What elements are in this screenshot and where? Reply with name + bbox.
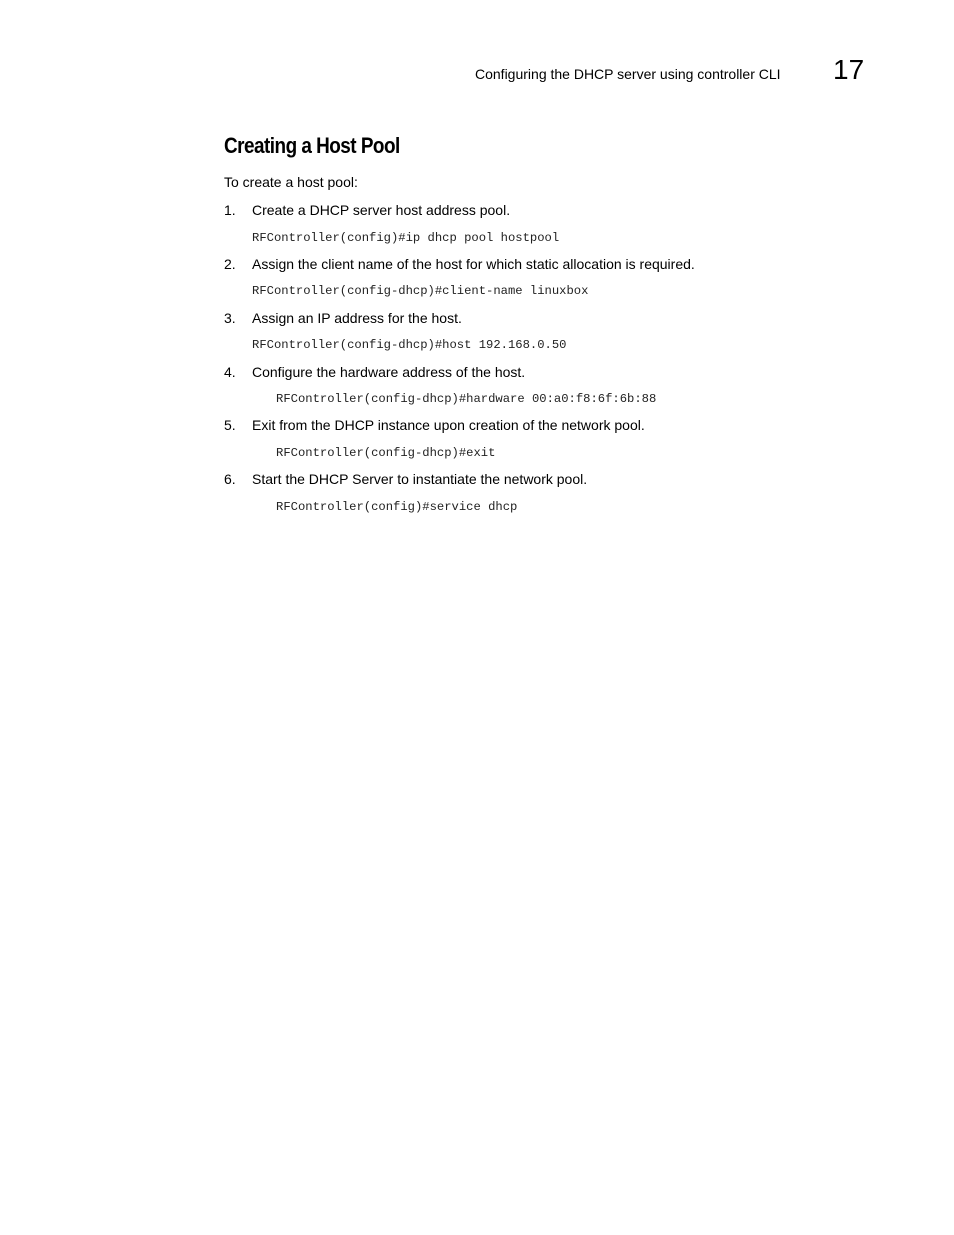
step-number: 5. <box>224 417 236 433</box>
step-text: Exit from the DHCP instance upon creation of the network pool. <box>252 417 645 433</box>
code-command: RFController(config-dhcp)#exit <box>276 446 496 460</box>
step-number: 4. <box>224 364 236 380</box>
code-command: RFController(config-dhcp)#host 192.168.0.50 <box>252 338 567 352</box>
step-number: 6. <box>224 471 236 487</box>
code-command: RFController(config)#service dhcp <box>276 500 518 514</box>
step-text: Assign an IP address for the host. <box>252 310 462 326</box>
code-command: RFController(config)#ip dhcp pool hostpool <box>252 231 560 245</box>
code-command: RFController(config-dhcp)#hardware 00:a0:f8:6f:6b:88 <box>276 392 657 406</box>
step-text: Create a DHCP server host address pool. <box>252 202 511 218</box>
step-text: Configure the hardware address of the host. <box>252 364 526 380</box>
running-header: Configuring the DHCP server using controller CLI <box>475 66 781 82</box>
step-number: 1. <box>224 202 236 218</box>
step-text: Start the DHCP Server to instantiate the network pool. <box>252 471 588 487</box>
section-title: Creating a Host Pool <box>224 133 400 158</box>
step-text: Assign the client name of the host for which static allocation is required. <box>252 256 695 272</box>
intro-text: To create a host pool: <box>224 174 358 190</box>
step-number: 2. <box>224 256 236 272</box>
code-command: RFController(config-dhcp)#client-name linuxbox <box>252 284 589 298</box>
chapter-number: 17 <box>833 54 865 85</box>
step-number: 3. <box>224 310 236 326</box>
